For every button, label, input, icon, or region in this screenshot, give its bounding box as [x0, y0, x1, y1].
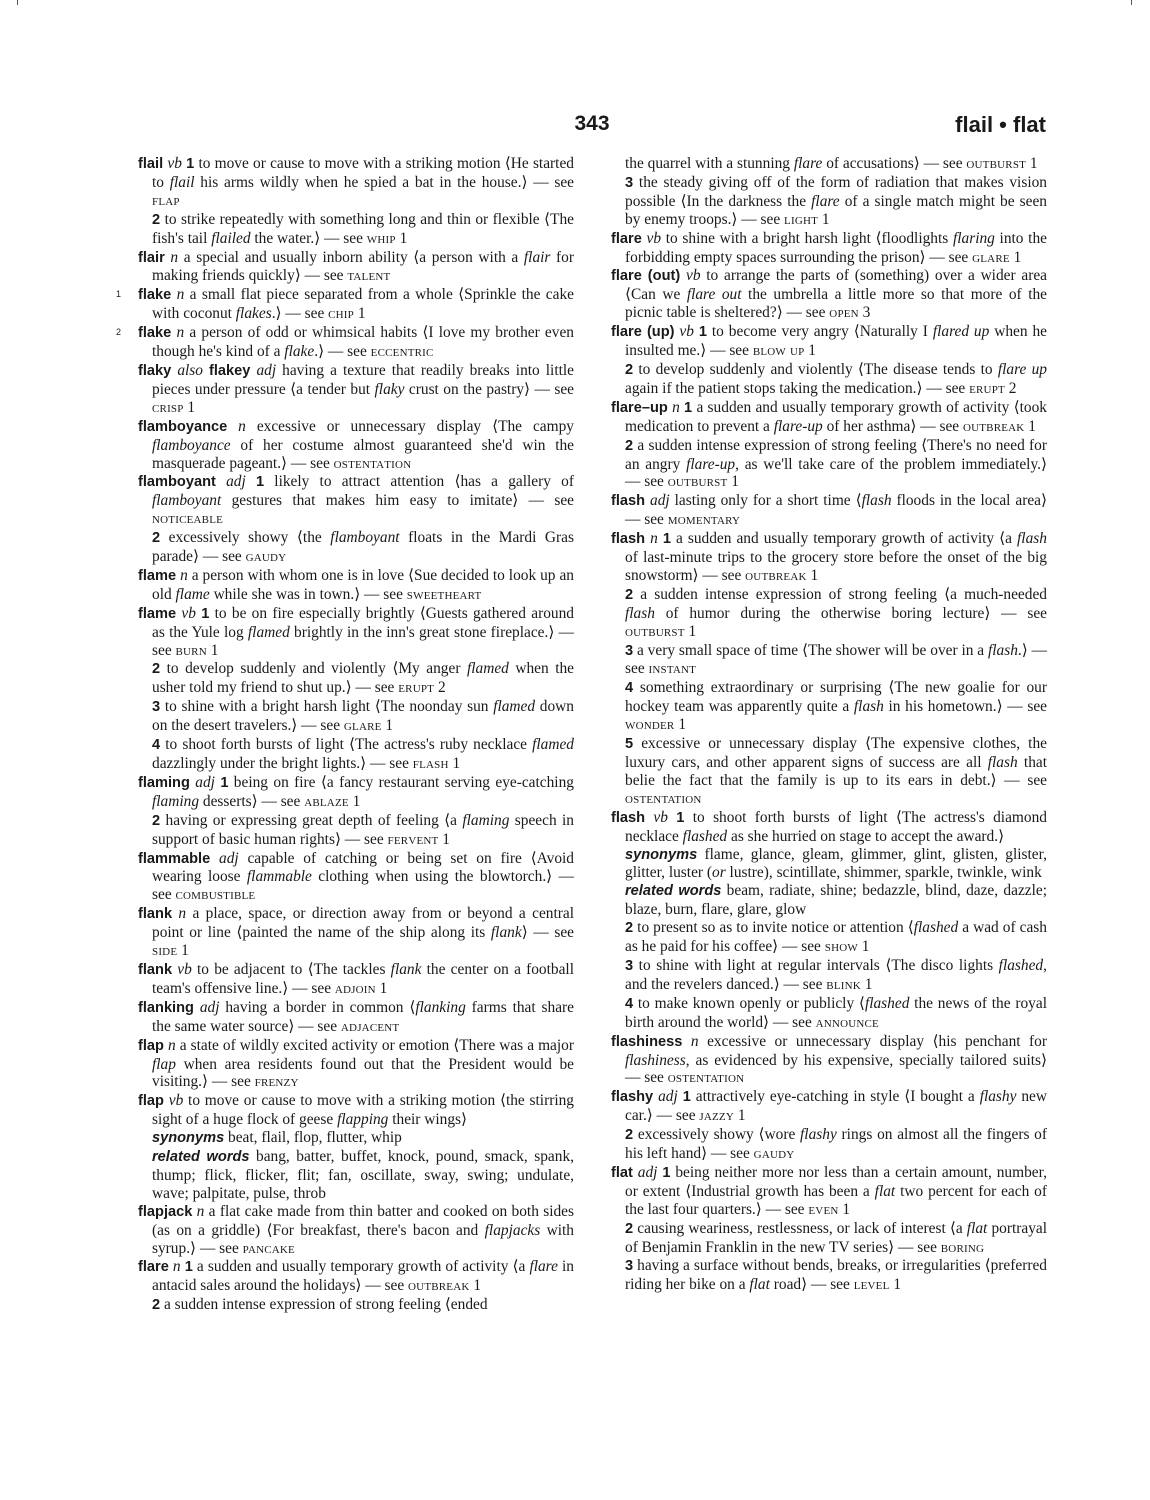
sense-number: 3 [625, 957, 634, 974]
italic-text: adj [637, 1163, 658, 1181]
cross-reference: glare [343, 718, 382, 735]
cross-reference: outbreak [962, 418, 1025, 435]
sense-number: 2 [625, 1127, 634, 1144]
sense-number: 3 [152, 699, 161, 716]
italic-text: flash [987, 641, 1018, 659]
italic-text: n [176, 286, 185, 304]
entry-flair-n: flair n a special and usually inborn ability ⟨a person with a flair for making friends quickly⟩ — see talent [138, 248, 574, 285]
italic-text: adj [650, 492, 670, 510]
headword: flake [138, 287, 172, 304]
cross-reference: outbreak [408, 1278, 470, 1295]
headword: flanking [138, 999, 194, 1016]
cross-reference: jazzy [699, 1108, 734, 1125]
italic-text: flare out [686, 286, 742, 304]
italic-text: flash [1017, 530, 1047, 548]
cross-reference: gaudy [753, 1146, 795, 1163]
italic-text: flamed [493, 698, 536, 716]
italic-text: flash [987, 754, 1018, 771]
italic-text: flaming [152, 792, 200, 810]
sense-flare-n-2-cont: the quarrel with a stunning flare of accusations⟩ — see outburst 1 [625, 155, 1038, 172]
sense-flame-3: 3 to shine with a bright harsh light ⟨The noonday sun flamed down on the desert travelers.⟩ — see glare 1 [152, 698, 574, 735]
cross-reference: outburst [667, 474, 728, 491]
cross-reference: sweetheart [406, 586, 482, 603]
sense-flash-n-5: 5 excessive or unnecessary display ⟨The expensive clothes, the luxury cars, and other apparent signs of success are all flash that belie the fact that the family is up to its ears in debt.⟩ — see ostentation [625, 735, 1047, 807]
entry-flare-vb: flare vb to shine with a bright harsh light ⟨floodlights flaring into the forbidding empty spaces surrounding the prison⟩ — see glare 1 [611, 229, 1047, 266]
sense-flat-2: 2 causing weariness, restlessness, or lack of interest ⟨a flat portrayal of Benjamin Franklin in the new TV series⟩ — see boring [625, 1219, 1047, 1256]
headword: flakey [209, 362, 251, 379]
italic-text: flashy [979, 1088, 1017, 1106]
sense-flame-4: 4 to shoot forth bursts of light ⟨The actress's ruby necklace flamed dazzlingly under the bright lights.⟩ — see flash 1 [152, 736, 574, 772]
entry-flash-vb: flash vb 1 to shoot forth bursts of light ⟨The actress's diamond necklace flashed as she hurried on stage to accept the award.⟩ [611, 808, 1047, 845]
entry-flash-adj: flash adj lasting only for a short time ⟨flash floods in the local area⟩ — see momentary [611, 492, 1047, 529]
cross-reference: show [824, 939, 858, 956]
section-label: synonyms [625, 846, 698, 863]
italic-text: n [196, 1202, 205, 1220]
cross-reference: erupt [398, 680, 435, 697]
cross-reference: combustible [175, 887, 256, 904]
cross-reference: frenzy [254, 1074, 299, 1091]
italic-text: adj [195, 773, 215, 791]
crop-mark-left [17, 0, 18, 5]
sense-flare-n-2-start: 2 a sudden intense expression of strong feeling ⟨ended [152, 1296, 488, 1314]
cross-reference: light [784, 211, 819, 228]
italic-text: flap [152, 1055, 176, 1073]
italic-text: flail [169, 173, 195, 191]
sense-flat-3: 3 having a surface without bends, breaks, or irregularities ⟨preferred riding her bike on a flat road⟩ — see level 1 [625, 1257, 1047, 1294]
headword: flare (up) [611, 324, 675, 341]
flash-related-words: related words beam, radiate, shine; bedazzle, blind, daze, dazzle; blaze, burn, flare, glare, glow [625, 882, 1047, 919]
italic-text: adj [219, 849, 239, 867]
italic-text: vb [679, 323, 694, 341]
italic-text: n [172, 1258, 181, 1276]
sense-number: 4 [152, 737, 161, 754]
flash-synonyms: synonyms flame, glance, gleam, glimmer, glint, glisten, glister, glitter, luster (or lustre), scintillate, shimmer, sparkle, twinkle, wink [625, 845, 1047, 882]
headword: flash [611, 493, 646, 510]
italic-text: flare-up [686, 455, 736, 473]
sense-number: 2 [152, 211, 161, 228]
sense-flash-vb-2: 2 to present so as to invite notice or attention ⟨flashed a wad of cash as he paid for his coffee⟩ — see show 1 [625, 919, 1047, 956]
italic-text: flare [529, 1258, 558, 1276]
headword: flamboyance [138, 418, 228, 435]
sense-number: 1 [201, 605, 210, 622]
italic-text: flare-up [773, 417, 823, 435]
cross-reference: side [152, 943, 178, 960]
cross-reference: chip [328, 306, 354, 323]
headword: flamboyant [138, 474, 216, 491]
entry-flaming-adj: flaming adj 1 being on fire ⟨a fancy restaurant serving eye-catching flaming desserts⟩ — see ablaze 1 [138, 773, 574, 810]
cross-reference: erupt [969, 380, 1005, 397]
cross-reference: level [853, 1277, 890, 1294]
sense-number: 1 [184, 1259, 193, 1276]
italic-text: n [178, 905, 187, 923]
headword: flap [138, 1093, 164, 1110]
headword: flail [138, 156, 164, 172]
cross-reference: momentary [667, 512, 741, 529]
cross-reference: announce [815, 1014, 879, 1031]
italic-text: vb [646, 229, 662, 247]
cross-reference: noticeable [152, 511, 224, 528]
italic-text: flaky [374, 380, 405, 398]
cross-reference: blow up [752, 343, 805, 360]
cross-reference: crisp [152, 399, 184, 416]
cross-reference: ostentation [667, 1070, 745, 1087]
italic-text: adj [256, 361, 277, 379]
sense-flash-n-3: 3 a very small space of time ⟨The shower will be over in a flash.⟩ — see instant [625, 641, 1048, 678]
italic-text: flamboyant [152, 492, 222, 510]
entry-flanking-adj: flanking adj having a border in common ⟨flanking farms that share the same water source⟩ — see adjacent [138, 998, 574, 1035]
sense-number: 2 [625, 920, 634, 937]
cross-reference: wonder [625, 717, 675, 734]
entry-flare-out-vb: flare (out) vb to arrange the parts of (something) over a wider area ⟨Can we flare out the umbrella a little more so that more of the picnic table is sheltered?⟩ — see open 3 [611, 267, 1048, 322]
italic-text: vb [177, 960, 192, 978]
italic-text: n [176, 324, 185, 342]
headword: flare (out) [611, 268, 681, 285]
italic-text: vb [685, 267, 701, 285]
cross-reference: flap [152, 192, 180, 209]
cross-reference: blink [826, 976, 861, 993]
page-header [138, 112, 1046, 142]
left-column [116, 155, 575, 1315]
section-label: synonyms [152, 1130, 225, 1147]
italic-text: flat [874, 1182, 896, 1200]
italic-text: n [168, 1036, 176, 1054]
entry-flat-adj: flat adj 1 being neither more nor less than a certain amount, number, or extent ⟨Industrial growth has been a flat two percent for each of the last four quarters.⟩ — see even 1 [611, 1163, 1047, 1218]
cross-reference: eccentric [370, 344, 434, 361]
headword: flashiness [611, 1033, 683, 1050]
italic-text: flamed [466, 660, 509, 678]
sense-number: 2 [625, 586, 634, 603]
sense-flare-n-3: 3 the steady giving off of the form of radiation that makes vision possible ⟨In the darkness the flare of a single match might be seen by enemy troops.⟩ — see light 1 [625, 173, 1048, 228]
cross-reference: fervent [387, 831, 439, 848]
cross-reference: flash [412, 756, 449, 772]
cross-reference: boring [940, 1239, 985, 1256]
italic-text: flashiness [625, 1051, 686, 1069]
italic-text: adj [658, 1088, 678, 1106]
sense-number: 1 [684, 399, 693, 416]
entry-flank-n: flank n a place, space, or direction away from or beyond a central point or line ⟨painted the name of the ship along its flank⟩ — see side 1 [138, 905, 574, 960]
entry-flaky-adj: flaky also flakey adj having a texture that readily breaks into little pieces under pressure ⟨a tender but flaky crust on the pastry⟩ — see crisp 1 [138, 361, 575, 416]
cross-reference: even [808, 1201, 839, 1218]
italic-text: flash [625, 604, 655, 622]
sense-flaming-2: 2 having or expressing great depth of feeling ⟨a flaming speech in support of basic human rights⟩ — see fervent 1 [152, 811, 575, 848]
sense-flash-n-4: 4 something extraordinary or surprising ⟨The new goalie for our hockey team was apparently quite a flash in his hometown.⟩ — see wonder 1 [625, 679, 1047, 734]
headword: flash [611, 531, 646, 548]
sense-flare-up-vb-2: 2 to develop suddenly and violently ⟨The disease tends to flare up again if the patient stops taking the medication.⟩ — see erupt 2 [625, 360, 1047, 397]
cross-reference: glare [972, 249, 1010, 266]
italic-text: n [180, 566, 188, 584]
crop-mark-right [1131, 0, 1132, 5]
cross-reference: whip [366, 230, 396, 247]
italic-text: flash [853, 698, 884, 716]
italic-text: n [650, 530, 658, 548]
sense-flashy-2: 2 excessively showy ⟨wore flashy rings on almost all the fingers of his left hand⟩ — see gaudy [625, 1126, 1047, 1163]
cross-reference: pancake [242, 1240, 295, 1257]
sense-flail-2: 2 to strike repeatedly with something long and thin or flexible ⟨The fish's tail flailed the water.⟩ — see whip 1 [152, 210, 574, 247]
cross-reference: open [829, 305, 859, 322]
italic-text: flaming [462, 811, 510, 829]
entry-flash-n: flash n 1 a sudden and usually temporary growth of activity ⟨a flash of last-minute trips to the grocery store before the onset of the big snowstorm⟩ — see outbreak 1 [611, 530, 1047, 584]
guide-words: flail • flat [955, 112, 1046, 137]
sense-number: 1 [682, 1089, 691, 1106]
italic-text: flashed [998, 956, 1044, 974]
cross-reference: adjacent [340, 1018, 400, 1035]
cross-reference: ostentation [333, 455, 412, 472]
italic-text: n [690, 1032, 699, 1050]
italic-text: flashed [913, 919, 959, 937]
italic-text: adj [226, 473, 246, 491]
sense-flash-vb-3: 3 to shine with light at regular intervals ⟨The disco lights flashed, and the revelers danced.⟩ — see blink 1 [625, 956, 1047, 993]
italic-text: flapping [337, 1111, 389, 1129]
sense-number: 3 [625, 642, 634, 659]
sense-number: 4 [625, 995, 634, 1012]
right-column [611, 155, 1047, 1295]
entry-flake-n-1: 1 flake n a small flat piece separated from a whole ⟨Sprinkle the cake with coconut flakes.⟩ — see chip 1 [116, 286, 574, 323]
headword: flank [138, 961, 173, 978]
entry-flapjack-n: flapjack n a flat cake made from thin batter and cooked on both sides (as on a griddle) ⟨For breakfast, there's bacon and flapjacks with syrup.⟩ — see pancake [138, 1202, 575, 1257]
section-label: related words [152, 1149, 250, 1166]
headword: flash [611, 809, 646, 826]
cross-reference: outbreak [745, 567, 807, 584]
sense-number: 2 [625, 1220, 634, 1237]
headword: flank [138, 906, 173, 923]
headword: flare–up [611, 399, 668, 416]
sense-number: 2 [152, 1297, 161, 1314]
italic-text: also [177, 361, 203, 379]
italic-text: flat [966, 1219, 988, 1237]
entry-flare-up-vb: flare (up) vb 1 to become very angry ⟨Naturally I flared up when he insulted me.⟩ — see blow up 1 [611, 323, 1048, 360]
italic-text: flare up [997, 360, 1047, 378]
italic-text: flaring [952, 229, 995, 247]
italic-text: flame [175, 585, 210, 603]
headword: flake [138, 325, 172, 342]
italic-text: flank [390, 960, 422, 978]
entry-flare-n: flare n 1 a sudden and usually temporary growth of activity ⟨a flare in antacid sales around the holidays⟩ — see outbreak 1 [138, 1258, 574, 1295]
entry-flamboyance-n: flamboyance n excessive or unnecessary display ⟨The campy flamboyance of her costume almost guaranteed she'd win the masquerade pageant.⟩ — see ostentation [138, 417, 574, 472]
italic-text: vb [653, 808, 668, 826]
sense-number: 1 [662, 531, 671, 548]
italic-text: flamboyance [152, 436, 231, 454]
cross-reference: burn [175, 642, 207, 659]
cross-reference: outburst [625, 623, 685, 640]
headword: flashy [611, 1089, 654, 1106]
sense-number: 1 [662, 1164, 671, 1181]
sense-number: 2 [152, 530, 161, 547]
sense-flamboyant-2: 2 excessively showy ⟨the flamboyant floats in the Mardi Gras parade⟩ — see gaudy [152, 529, 574, 566]
sense-number: 1 [698, 324, 707, 341]
entry-flamboyant-adj: flamboyant adj 1 likely to attract attention ⟨has a gallery of flamboyant gestures that makes him easy to imitate⟩ — see noticeable [138, 473, 574, 528]
sense-number: 5 [625, 736, 634, 753]
italic-text: flakes [235, 305, 272, 323]
cross-reference: talent [347, 268, 391, 285]
italic-text: flamed [247, 623, 290, 641]
sense-number: 1 [255, 474, 265, 491]
sense-number: 2 [152, 661, 161, 678]
italic-text: flashed [682, 827, 728, 845]
italic-text: flare [793, 155, 823, 172]
sense-number: 2 [625, 361, 634, 378]
headword: flat [611, 1164, 633, 1181]
headword: flapjack [138, 1203, 193, 1220]
sense-number: 1 [220, 774, 229, 791]
sense-number: 1 [186, 156, 195, 172]
italic-text: vb [167, 155, 182, 172]
entry-flame-n: flame n a person with whom one is in love ⟨Sue decided to look up an old flame while she was in town.⟩ — see sweetheart [138, 566, 574, 603]
cross-reference: instant [648, 661, 697, 678]
italic-text: flashed [864, 994, 910, 1012]
italic-text: n [672, 398, 680, 416]
entry-flail-vb: flail vb 1 to move or cause to move with a striking motion ⟨He started to flail his arms wildly when he spied a bat in the house.⟩ — see flap [138, 155, 574, 209]
cross-reference: gaudy [245, 549, 287, 566]
entry-flame-vb: flame vb 1 to be on fire especially brightly ⟨Guests gathered around as the Yule log flamed brightly in the inn's great stone fireplace.⟩ — see burn 1 [138, 604, 574, 659]
entry-flashiness-n: flashiness n excessive or unnecessary display ⟨his penchant for flashiness, as evidenced by his expensive, specially tailored suits⟩ — see ostentation [611, 1032, 1047, 1087]
italic-text: flat [749, 1276, 770, 1294]
italic-text: flailed [211, 229, 251, 247]
section-label: related words [625, 883, 722, 900]
headword: flammable [138, 850, 211, 867]
cross-reference: ablaze [304, 793, 349, 810]
headword: flame [138, 567, 177, 584]
sense-flare-up-n-2: 2 a sudden intense expression of strong feeling ⟨There's no need for an angry flare-up, as we'll take care of the problem immediately.⟩ — see outburst 1 [625, 436, 1047, 491]
italic-text: flapjacks [484, 1221, 541, 1239]
sense-number: 1 [676, 809, 685, 826]
headword: flap [138, 1037, 164, 1054]
sense-number: 4 [625, 680, 634, 697]
italic-text: or [712, 864, 726, 882]
italic-text: flashy [800, 1126, 837, 1144]
sense-number: 2 [152, 812, 161, 829]
entry-flammable-adj: flammable adj capable of catching or being set on fire ⟨Avoid wearing loose flammable clothing when using the blowtorch.⟩ — see combustible [138, 849, 574, 904]
entry-flashy-adj: flashy adj 1 attractively eye-catching in style ⟨I bought a flashy new car.⟩ — see jazzy 1 [611, 1088, 1048, 1125]
italic-text: flammable [246, 868, 312, 886]
sense-flame-2: 2 to develop suddenly and violently ⟨My anger flamed when the usher told my friend to shut up.⟩ — see erupt 2 [152, 660, 574, 697]
italic-text: n [238, 417, 246, 435]
headword: flare [138, 1259, 169, 1276]
flap-synonyms: synonyms beat, flail, flop, flutter, whip [152, 1129, 402, 1147]
italic-text: flamboyant [330, 529, 400, 547]
headword: flaky [138, 362, 172, 379]
italic-text: flare [811, 192, 840, 210]
entry-flank-vb: flank vb to be adjacent to ⟨The tackles flank the center on a football team's offensive line.⟩ — see adjoin 1 [138, 960, 574, 997]
sense-flash-vb-4: 4 to make known openly or publicly ⟨flashed the news of the royal birth around the world⟩ — see announce [625, 994, 1047, 1031]
italic-text: n [170, 248, 179, 266]
entry-flap-vb: flap vb to move or cause to move with a striking motion ⟨the stirring sight of a huge flock of geese flapping their wings⟩ [138, 1092, 574, 1129]
cross-reference: ostentation [625, 790, 702, 807]
italic-text: flank [490, 924, 522, 942]
headword: flare [611, 230, 642, 247]
flap-related-words: related words bang, batter, buffet, knock, pound, smack, spank, thump; flick, flicker, flit; fan, oscillate, sway, swing; undulate, wave; palpitate, pulse, throb [152, 1148, 574, 1202]
italic-text: flair [523, 248, 551, 266]
sense-number: 3 [625, 1258, 634, 1275]
italic-text: adj [199, 998, 220, 1016]
italic-text: flamed [532, 736, 574, 754]
italic-text: vb [168, 1092, 184, 1110]
entry-flap-n: flap n a state of wildly excited activity or emotion ⟨There was a major flap when area residents found out that the President would be visiting.⟩ — see frenzy [138, 1036, 574, 1091]
entry-flake-n-2: 2 flake n a person of odd or whimsical habits ⟨I love my brother even though he's kind of a flake.⟩ — see eccentric [116, 324, 574, 361]
sense-flash-n-2: 2 a sudden intense expression of strong feeling ⟨a much-needed flash of humor during the otherwise boring lecture⟩ — see outburst 1 [625, 585, 1047, 640]
headword: flair [138, 249, 165, 266]
headword: flame [138, 605, 177, 622]
italic-text: flanking [415, 998, 466, 1016]
italic-text: flake [284, 343, 315, 361]
italic-text: flared up [932, 323, 990, 341]
italic-text: flash [861, 492, 892, 510]
page-number: 343 [574, 112, 610, 135]
italic-text: vb [181, 604, 196, 622]
entry-flare-up-n: flare–up n 1 a sudden and usually temporary growth of activity ⟨took medication to prevent a flare-up of her asthma⟩ — see outbreak 1 [611, 398, 1047, 435]
headword: flaming [138, 774, 190, 791]
sense-number: 3 [625, 174, 634, 191]
cross-reference: adjoin [334, 980, 376, 997]
sense-number: 2 [625, 437, 634, 454]
cross-reference: outburst [966, 156, 1027, 172]
